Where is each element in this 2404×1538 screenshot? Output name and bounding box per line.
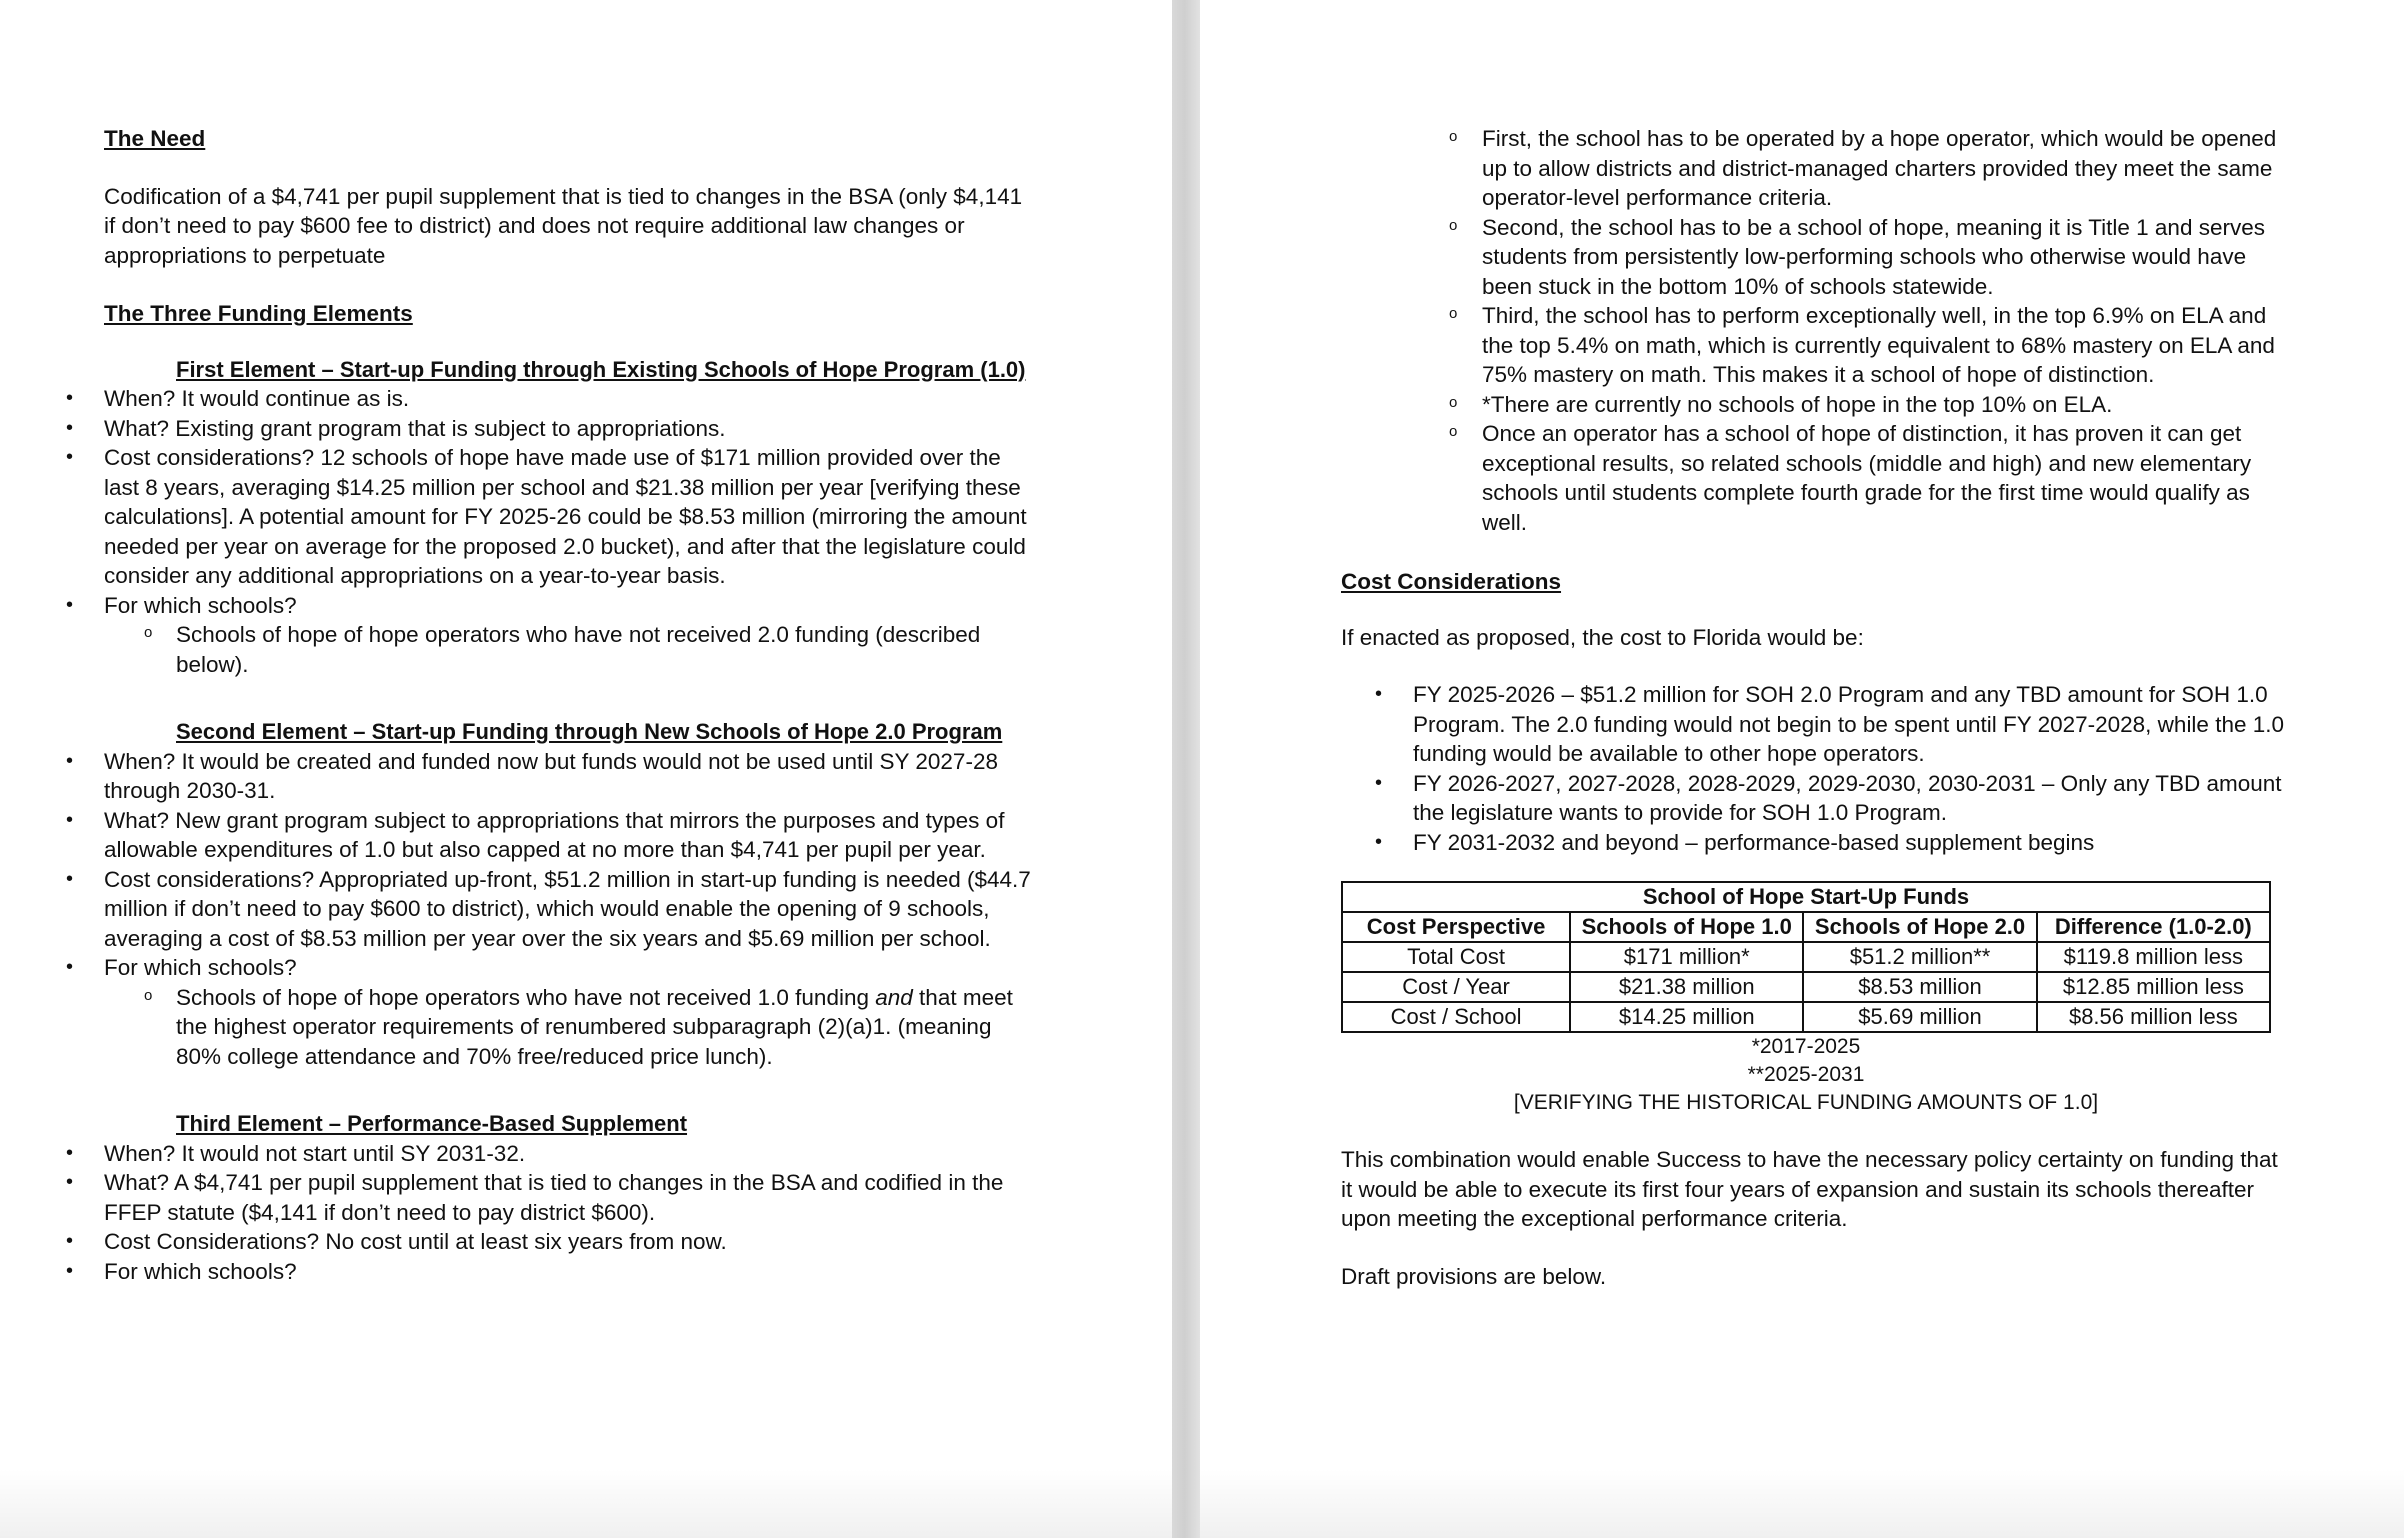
page-right-content <box>1341 124 2291 1291</box>
table-footnote: **2025-2031 <box>1747 1063 1865 1086</box>
table-cell: $8.56 million less <box>2037 1002 2270 1032</box>
table-cell: $171 million* <box>1570 942 1803 972</box>
table-row <box>1342 972 2270 1002</box>
list-item: • When? It would be created and funded now but funds would not be used until SY 2027-28 through 2030-31. <box>0 747 1034 806</box>
need-heading: The Need <box>104 126 206 151</box>
table-cell: Cost / Year <box>1342 972 1570 1002</box>
list-item: o Second, the school has to be a school of hope, meaning it is Title 1 and serves students from persistently low-performing schools who otherwise would have been stuck in the bottom 10% of schools statewide. <box>1269 213 2291 302</box>
list-item: • Cost Considerations? No cost until at least six years from now. <box>0 1227 1034 1257</box>
cost-considerations-heading: Cost Considerations <box>1341 569 1562 594</box>
table-cell: Total Cost <box>1342 942 1570 972</box>
list-item: • What? A $4,741 per pupil supplement that is tied to changes in the BSA and codified in the FFEP statute ($4,141 if don’t need to pay district $600). <box>0 1168 1034 1227</box>
need-paragraph: Codification of a $4,741 per pupil supplement that is tied to changes in the BSA (only $4,141 if don’t need to pay $600 fee to district) and does not require additional law changes or appropriations to perpetuate <box>104 183 1023 268</box>
list-item: o *There are currently no schools of hope in the top 10% on ELA. <box>1269 390 2291 420</box>
list-item: • What? New grant program subject to appropriations that mirrors the purposes and types of allowable expenditures of 1.0 but also capped at no more than $4,741 per pupil per year. <box>0 806 1034 865</box>
closing-paragraph: This combination would enable Success to have the necessary policy certainty on funding that it would be able to execute its first four years of expansion and sustain its schools thereafter upon meeting the exceptional performance criteria. <box>1341 1147 2278 1231</box>
table-footnote: *2017-2025 <box>1751 1035 1861 1058</box>
table-cell: $8.53 million <box>1803 972 2036 1002</box>
list-item: • When? It would not start until SY 2031-32. <box>0 1139 1034 1169</box>
document-page-right <box>1200 0 2404 1538</box>
cost-intro: If enacted as proposed, the cost to Florida would be: <box>1341 624 1864 650</box>
list-item: • What? Existing grant program that is subject to appropriations. <box>0 414 1034 444</box>
table-header: Cost Perspective <box>1342 912 1570 942</box>
list-item-text: For which schools? <box>104 955 297 980</box>
list-item: o Once an operator has a school of hope of distinction, it has proven it can get exceptional results, so related schools (middle and high) and new elementary schools until students complete fourth grade for the first time would qualify as well. <box>1269 419 2291 537</box>
list-item-text: For which schools? <box>104 592 297 618</box>
sublist-text: Schools of hope of hope operators who have not received 1.0 funding <box>176 984 876 1010</box>
document-page-left <box>0 0 1172 1538</box>
first-element-list <box>0 384 1034 679</box>
sublist-emphasis: and <box>875 984 913 1010</box>
list-item: • When? It would continue as is. <box>0 384 1034 414</box>
table-title: School of Hope Start-Up Funds <box>1342 882 2270 912</box>
table-cell: $5.69 million <box>1803 1002 2036 1032</box>
third-element-heading: Third Element – Performance-Based Supplement <box>176 1111 688 1136</box>
first-element-heading: First Element – Start-up Funding through Existing Schools of Hope Program (1.0) <box>176 356 1026 382</box>
table-header: Schools of Hope 1.0 <box>1570 912 1803 942</box>
table-cell: $51.2 million** <box>1803 942 2036 972</box>
funding-elements-heading: The Three Funding Elements <box>104 301 413 326</box>
sublist-text: that meet the highest operator requirements of renumbered subparagraph (2)(a)1. (meaning 80% college attendance and 70% free/reduced price lunch). <box>176 984 1013 1069</box>
list-item: • FY 2025-2026 – $51.2 million for SOH 2.0 Program and any TBD amount for SOH 1.0 Program. The 2.0 funding would not begin to be spent until FY 2027-2028, while the 1.0 funding would be available to other hope operators. <box>1341 680 2291 769</box>
table-row <box>1342 942 2270 972</box>
table-cell: $12.85 million less <box>2037 972 2270 1002</box>
table-row <box>1342 1002 2270 1032</box>
criteria-list <box>1269 124 2291 537</box>
table-verification-note: [VERIFYING THE HISTORICAL FUNDING AMOUNTS OF 1.0] <box>1513 1091 2099 1114</box>
list-item: o First, the school has to be operated by a hope operator, which would be opened up to allow districts and district-managed charters provided they meet the same operator-level performance criteria. <box>1269 124 2291 213</box>
list-item: • Cost considerations? 12 schools of hope have made use of $171 million provided over the last 8 years, averaging $14.25 million per school and $21.38 million per year [verifying these calculations]. A potential amount for FY 2025-26 could be $8.53 million (mirroring the amount needed per year on average for the proposed 2.0 bucket), and after that the legislature could consider any additional appropriations on a year-to-year basis. <box>0 443 1034 591</box>
second-element-sublist <box>104 983 1034 1072</box>
list-item: • FY 2026-2027, 2027-2028, 2028-2029, 2029-2030, 2030-2031 – Only any TBD amount the legislature wants to provide for SOH 1.0 Program. <box>1341 769 2291 828</box>
first-element-sublist <box>104 620 1034 679</box>
list-item: • For which schools? <box>0 1257 1034 1287</box>
list-item <box>0 953 1034 1071</box>
list-item: • FY 2031-2032 and beyond – performance-based supplement begins <box>1341 828 2291 858</box>
start-up-funds-table <box>1341 881 2271 1033</box>
list-item: o Third, the school has to perform exceptionally well, in the top 6.9% on ELA and the top 5.4% on math, which is currently equivalent to 68% mastery on ELA and 75% mastery on math. This makes it a school of hope of distinction. <box>1269 301 2291 390</box>
table-cell: Cost / School <box>1342 1002 1570 1032</box>
draft-provisions-note: Draft provisions are below. <box>1341 1263 1607 1289</box>
page-gutter <box>1172 0 1200 1538</box>
table-header: Schools of Hope 2.0 <box>1803 912 2036 942</box>
second-element-list <box>0 747 1034 1072</box>
table-cell: $119.8 million less <box>2037 942 2270 972</box>
list-item: • Cost considerations? Appropriated up-front, $51.2 million in start-up funding is needed ($44.7 million if don’t need to pay $600 to district), which would enable the opening of 9 schools, averaging a cost of $8.53 million per year over the six years and $5.69 million per school. <box>0 865 1034 954</box>
cost-list <box>1341 680 2291 857</box>
second-element-heading: Second Element – Start-up Funding through New Schools of Hope 2.0 Program <box>176 719 1003 744</box>
sublist-item <box>0 983 1034 1072</box>
third-element-list <box>0 1139 1034 1287</box>
table-cell: $14.25 million <box>1570 1002 1803 1032</box>
table-header: Difference (1.0-2.0) <box>2037 912 2270 942</box>
sublist-item: o Schools of hope of hope operators who have not received 2.0 funding (described below). <box>0 620 1034 679</box>
page-left-content <box>104 124 1034 1286</box>
table-cell: $21.38 million <box>1570 972 1803 1002</box>
list-item <box>0 591 1034 680</box>
